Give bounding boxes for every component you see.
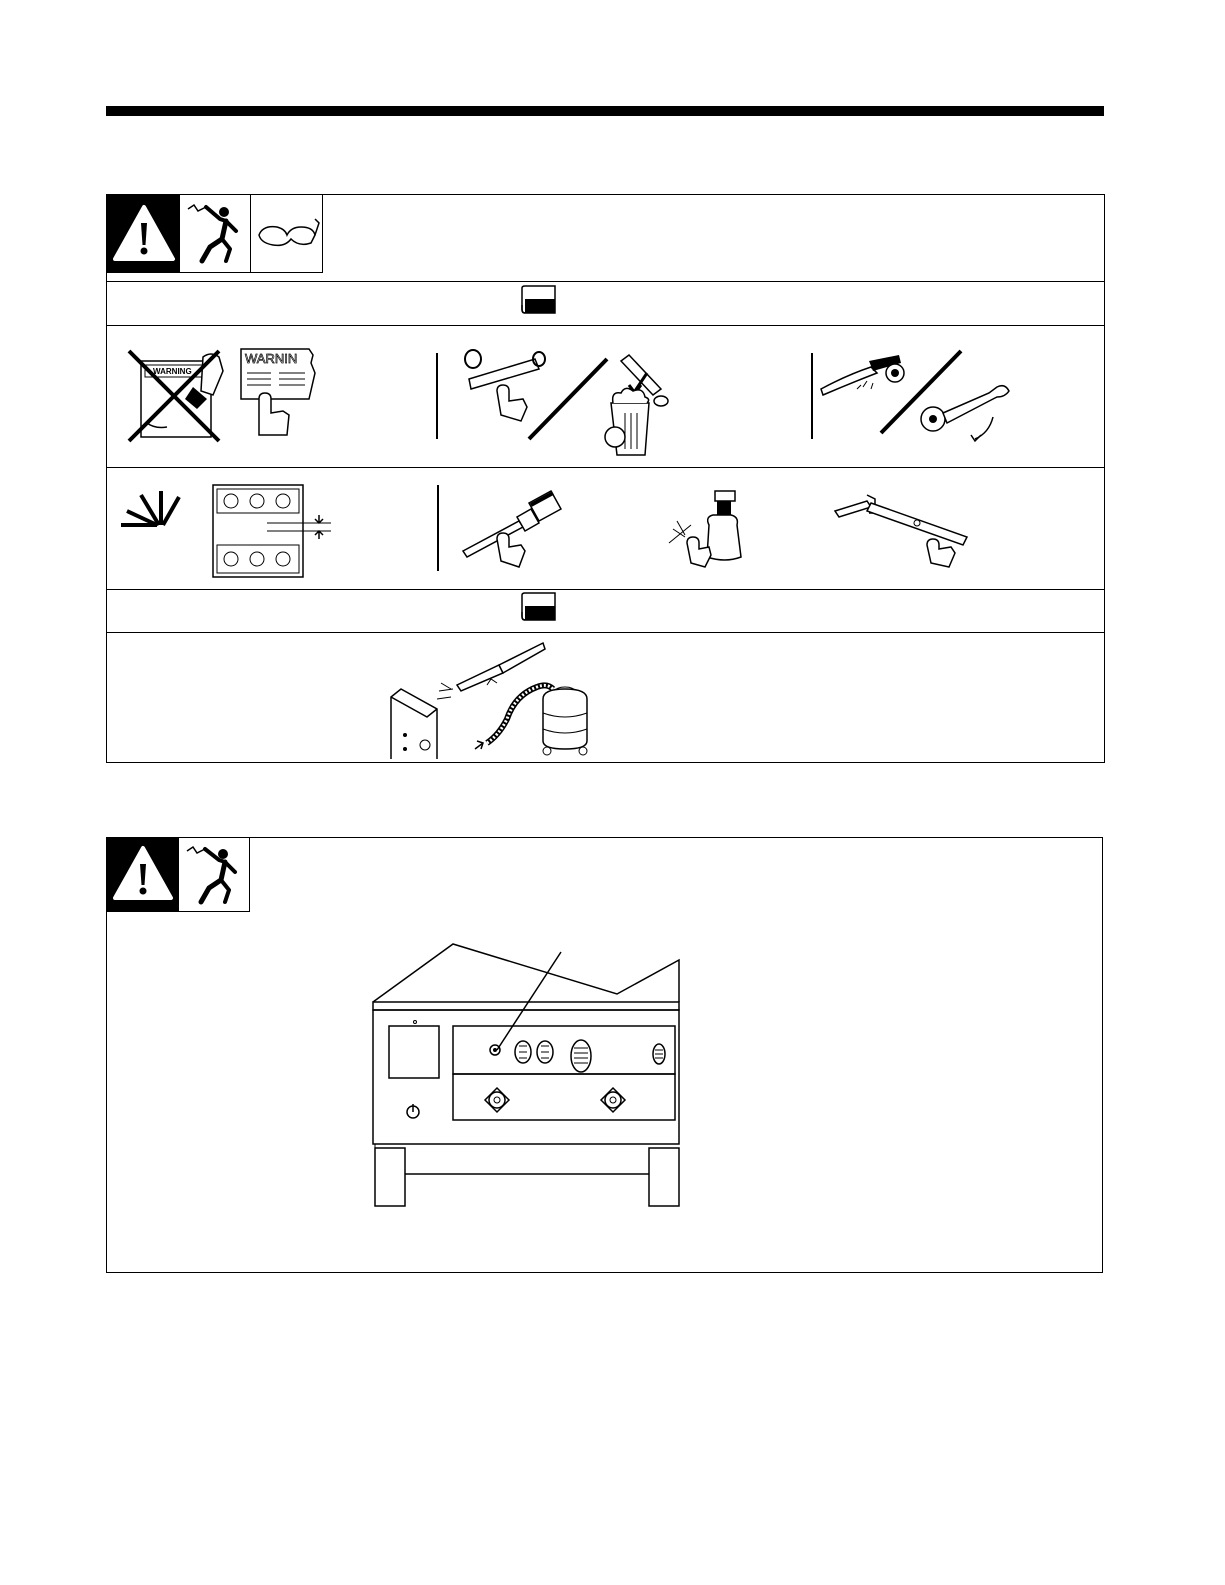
blow-out-unit-illustration [387,639,607,759]
row-divider [107,467,1104,468]
check-gun-connection-illustration [459,481,569,571]
maintenance-note-icon [521,285,557,317]
column-divider [435,353,439,439]
clean-drive-rolls-illustration [817,345,1017,455]
row-divider [107,281,1104,282]
warning-label-text: WARNIN [245,351,298,366]
replace-labels-illustration [123,343,323,443]
overload-protection-panel [106,837,1103,1273]
row-divider [107,632,1104,633]
check-gas-cylinder-illustration [665,481,755,571]
hazard-triangle-icon [107,838,180,912]
column-divider [436,485,440,571]
maintenance-panel [106,194,1105,763]
electric-shock-icon [179,838,250,912]
check-cables-illustration [117,481,347,581]
electric-shock-icon [180,195,251,273]
wire-feeder-front-panel-illustration [369,942,689,1212]
hazard-triangle-icon [107,195,181,273]
section-header-rule [106,106,1104,116]
check-gun-cable-illustration [831,485,981,575]
replace-contact-tip-illustration [461,345,671,460]
safety-glasses-icon [250,195,323,273]
maintenance-note-icon [521,592,557,624]
column-divider [810,353,814,439]
warning-sign-text: WARNING [153,367,192,376]
row-divider [107,589,1104,590]
row-divider [107,325,1104,326]
